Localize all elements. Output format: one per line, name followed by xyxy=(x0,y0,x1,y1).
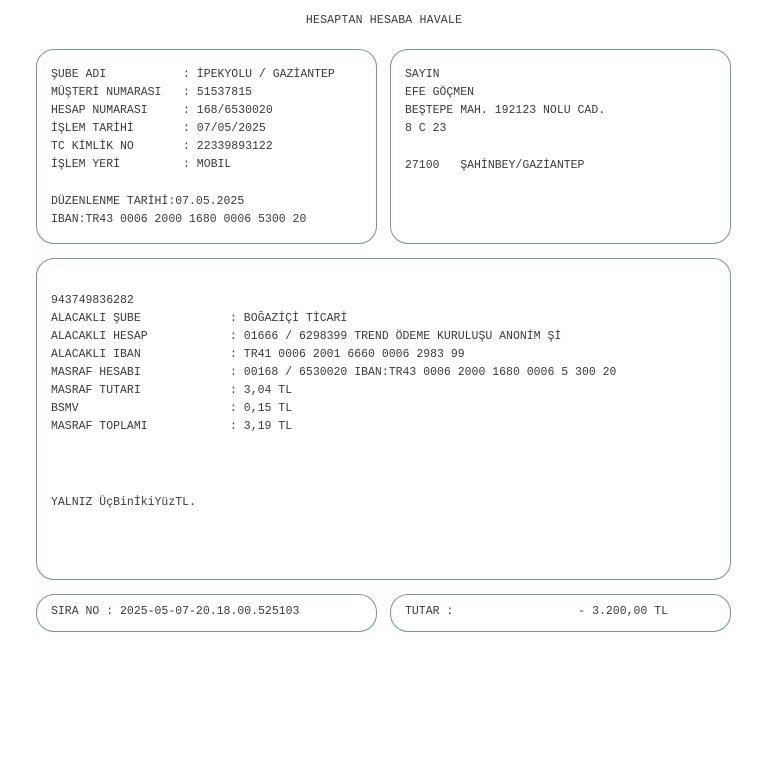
detail-value: : 00168 / 6530020 IBAN:TR43 0006 2000 1680 0006 5 300 20 xyxy=(230,366,617,379)
info-row-tc-id xyxy=(51,138,273,156)
amount-in-words: YALNIZ ÜçBinİkiYüzTL. xyxy=(51,496,196,509)
info-label: İŞLEM YERİ xyxy=(51,158,121,171)
detail-label: ALACAKLI HESAP xyxy=(51,330,148,343)
detail-row-fee-amount xyxy=(51,382,292,400)
detail-row-payee-branch xyxy=(51,310,347,328)
info-row-transaction-date xyxy=(51,120,266,138)
detail-label: ALACAKLI ŞUBE xyxy=(51,312,141,325)
issue-date: DÜZENLENME TARİHİ:07.05.2025 xyxy=(51,195,245,208)
info-value: : 22339893122 xyxy=(183,140,273,153)
salutation: SAYIN xyxy=(405,68,440,81)
customer-name: EFE GÖÇMEN xyxy=(405,86,475,99)
info-label: TC KİMLİK NO xyxy=(51,140,134,153)
detail-label: MASRAF TUTARI xyxy=(51,384,141,397)
detail-label: MASRAF TOPLAMI xyxy=(51,420,148,433)
detail-row-fee-account xyxy=(51,364,616,382)
info-label: İŞLEM TARİHİ xyxy=(51,122,134,135)
info-label: ŞUBE ADI xyxy=(51,68,107,81)
amount-label: TUTAR : xyxy=(405,605,454,618)
info-value: : 168/6530020 xyxy=(183,104,273,117)
detail-value: : 01666 / 6298399 TREND ÖDEME KURULUŞU ANONİM Şİ xyxy=(230,330,562,343)
detail-value: : 3,04 TL xyxy=(230,384,293,397)
address-postal: 27100 ŞAHİNBEY/GAZİANTEP xyxy=(405,159,585,172)
account-info-box xyxy=(36,49,377,244)
info-row-account-no xyxy=(51,102,273,120)
detail-row-bsmv xyxy=(51,400,292,418)
info-row-transaction-place xyxy=(51,156,231,174)
detail-value: : 3,19 TL xyxy=(230,420,293,433)
info-value: : İPEKYOLU / GAZİANTEP xyxy=(183,68,335,81)
detail-label: ALACAKLI IBAN xyxy=(51,348,141,361)
sequence-number: SIRA NO : 2025-05-07-20.18.00.525103 xyxy=(51,605,300,618)
info-label: MÜŞTERİ NUMARASI xyxy=(51,86,162,99)
info-row-customer-no xyxy=(51,84,252,102)
detail-row-payee-iban xyxy=(51,346,465,364)
address-box xyxy=(390,49,731,244)
detail-label: BSMV xyxy=(51,402,79,415)
reference-number: 943749836282 xyxy=(51,294,134,307)
detail-value: : BOĞAZİÇİ TİCARİ xyxy=(230,312,348,325)
sequence-number-box xyxy=(36,594,377,632)
amount-box xyxy=(390,594,731,632)
info-value: : 07/05/2025 xyxy=(183,122,266,135)
info-value: : 51537815 xyxy=(183,86,253,99)
detail-row-fee-total xyxy=(51,418,292,436)
document-title: HESAPTAN HESABA HAVALE xyxy=(305,14,463,27)
info-row-branch xyxy=(51,66,335,84)
transfer-detail-box xyxy=(36,258,731,580)
info-label: HESAP NUMARASI xyxy=(51,104,148,117)
amount-value: - 3.200,00 TL xyxy=(578,605,668,618)
detail-label: MASRAF HESABI xyxy=(51,366,141,379)
detail-value: : 0,15 TL xyxy=(230,402,293,415)
address-street: BEŞTEPE MAH. 192123 NOLU CAD. xyxy=(405,104,606,117)
address-number: 8 C 23 xyxy=(405,122,447,135)
detail-value: : TR41 0006 2001 6660 0006 2983 99 xyxy=(230,348,465,361)
info-value: : MOBIL xyxy=(183,158,232,171)
iban: IBAN:TR43 0006 2000 1680 0006 5300 20 xyxy=(51,213,307,226)
detail-row-payee-account xyxy=(51,328,561,346)
